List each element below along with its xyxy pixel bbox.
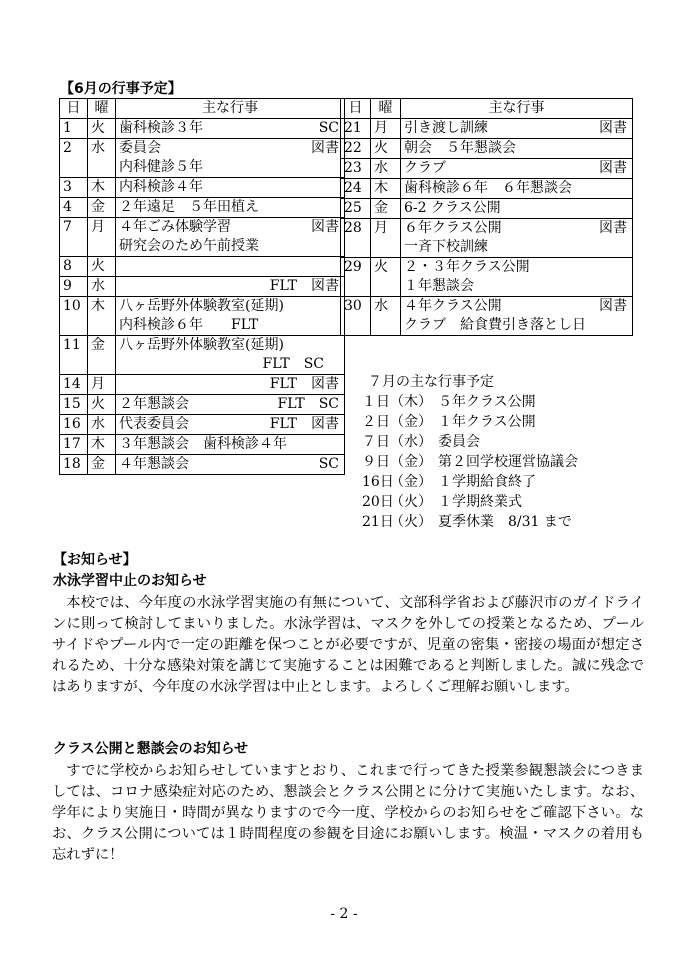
day-cell: 2: [60, 139, 88, 178]
event-tag: FLT SC: [277, 396, 339, 412]
list-item: [362, 492, 578, 512]
class-notice-paragraph: すでに学校からお知らせしていますとおり、これまで行ってきた授業参観懇談会につきましては、コロナ感染症対応のため、懇談会とクラス公開とに分けて実施いたします。なお、学年により実施日・時間が異なりますので今一度、学校からのお知らせをご確認下さい。なお、クラス公開については１時間程度の参観を目途にお願いします。検温・マスクの着用も忘れずに！: [52, 763, 644, 863]
event-text: クラブ: [404, 160, 446, 176]
weekday-cell: 月: [371, 219, 401, 258]
table-row: [60, 198, 345, 218]
day-cell: 25: [341, 199, 371, 219]
table-row: [60, 277, 345, 297]
header-events: 主な行事: [401, 99, 633, 119]
event-cell: [116, 198, 345, 218]
day-cell: 29: [341, 258, 371, 297]
event-text: 委員会: [119, 140, 161, 156]
table-row: [60, 455, 345, 475]
event-tag: 図書: [599, 120, 627, 136]
header-day: 日: [60, 99, 88, 119]
june-schedule-table-left: [59, 98, 345, 475]
july-day: １日: [362, 394, 390, 410]
weekday-cell: 月: [371, 119, 401, 139]
event-cell: [401, 139, 633, 159]
day-cell: 8: [60, 257, 88, 277]
event-tag: 図書: [311, 219, 339, 235]
june-schedule-title: 【6月の行事予定】: [60, 81, 182, 97]
table-row: [60, 218, 345, 238]
event-text: 6-2 クラス公開: [404, 200, 501, 216]
table-row: [341, 159, 633, 179]
july-schedule-list: [362, 392, 578, 532]
weekday-cell: 水: [88, 277, 116, 297]
july-day: ２日: [362, 414, 390, 430]
event-cell: [401, 219, 633, 239]
day-cell: 11: [60, 336, 88, 375]
table-row: [60, 395, 345, 415]
day-cell: 16: [60, 415, 88, 435]
table-row: [60, 178, 345, 198]
july-day: ７日: [362, 434, 390, 450]
list-item: [362, 512, 578, 532]
july-event: 第２回学校運営協議会: [438, 454, 578, 470]
event-tag: 図書: [599, 160, 627, 176]
event-cell: [116, 395, 345, 415]
header-dow: 曜: [371, 99, 401, 119]
event-cell: 一斉下校訓練: [401, 238, 633, 258]
event-cell: [401, 297, 633, 317]
day-cell: 22: [341, 139, 371, 159]
list-item: [362, 452, 578, 472]
table-row: [341, 119, 633, 139]
weekday-cell: 火: [88, 395, 116, 415]
july-event: 委員会: [438, 434, 480, 450]
weekday-cell: 水: [88, 415, 116, 435]
day-cell: 9: [60, 277, 88, 297]
day-cell: 4: [60, 198, 88, 218]
day-cell: 18: [60, 455, 88, 475]
july-weekday: （火）: [390, 514, 432, 530]
july-day: 16日: [362, 474, 394, 490]
table-row: [60, 435, 345, 455]
event-tag: FLT 図書: [269, 376, 339, 392]
swim-notice-paragraph: 本校では、今年度の水泳学習実施の有無について、文部科学省および藤沢市のガイドラインに則って検討してまいりました。水泳学習は、マスクを外しての授業となるため、プールサイドやプール内で一定の距離を保つことが必要ですが、児童の密集・密接の場面が想定されるため、十分な感染対策を講じて実施することは困難であると判断しました。誠に残念ではありますが、今年度の水泳学習は中止とします。よろしくご理解お願いします。: [52, 595, 644, 695]
event-cell: [116, 277, 345, 297]
weekday-cell: 水: [88, 139, 116, 178]
weekday-cell: 木: [88, 178, 116, 198]
july-weekday: （木）: [390, 394, 432, 410]
weekday-cell: 金: [371, 199, 401, 219]
day-cell: 21: [341, 119, 371, 139]
event-text: ３年懇談会 歯科検診４年: [119, 436, 287, 452]
day-cell: 15: [60, 395, 88, 415]
event-tag: FLT 図書: [269, 278, 339, 294]
weekday-cell: 木: [371, 179, 401, 199]
table-header-row: [341, 99, 633, 119]
class-notice-heading: クラス公開と懇談会のお知らせ: [53, 741, 249, 757]
table-row: [60, 415, 345, 435]
day-cell: 7: [60, 218, 88, 257]
day-cell: 1: [60, 119, 88, 139]
event-cell: [116, 375, 345, 395]
event-text: ２年懇談会: [119, 396, 189, 412]
event-tag: 図書: [599, 220, 627, 236]
weekday-cell: 木: [88, 435, 116, 455]
list-item: [362, 412, 578, 432]
july-weekday: （水）: [390, 434, 432, 450]
event-cell: クラブ 給食費引き落とし日: [401, 316, 633, 336]
event-cell: [116, 435, 345, 455]
table-row: [341, 297, 633, 317]
weekday-cell: 火: [371, 258, 401, 297]
table-row: [341, 179, 633, 199]
table-row: [60, 297, 345, 317]
header-day: 日: [341, 99, 371, 119]
july-day: 21日: [362, 514, 394, 530]
july-weekday: （金）: [390, 454, 432, 470]
day-cell: 3: [60, 178, 88, 198]
weekday-cell: 金: [88, 336, 116, 375]
weekday-cell: 金: [88, 198, 116, 218]
event-tag: [627, 179, 629, 198]
july-day: 20日: [362, 494, 394, 510]
event-text: 朝会 ５年懇談会: [404, 140, 516, 156]
event-text: ４年クラス公開: [404, 298, 502, 314]
event-text: ４年懇談会: [119, 456, 189, 472]
day-cell: 17: [60, 435, 88, 455]
event-cell: [116, 455, 345, 475]
table-row: [60, 336, 345, 356]
event-tag: [339, 435, 341, 454]
event-tag: 図書: [311, 140, 339, 156]
july-schedule-title: ７月の主な行事予定: [368, 374, 494, 390]
july-event: １学期終業式: [438, 494, 522, 510]
event-text: 引き渡し訓練: [404, 120, 488, 136]
swim-notice-heading: 水泳学習中止のお知らせ: [53, 573, 207, 589]
event-cell: １年懇談会: [401, 277, 633, 297]
event-tag: [339, 336, 341, 355]
list-item: [362, 392, 578, 412]
table-row: [60, 139, 345, 159]
event-tag: 図書: [599, 298, 627, 314]
event-cell: [401, 119, 633, 139]
table-row: [341, 139, 633, 159]
table-row: [341, 199, 633, 219]
swim-notice-body: [52, 593, 644, 698]
table-row: [60, 375, 345, 395]
june-schedule-table-right: [340, 98, 633, 336]
event-tag: SC: [318, 456, 339, 472]
july-day: ９日: [362, 454, 390, 470]
event-cell: FLT SC: [116, 355, 345, 375]
event-cell: [401, 258, 633, 278]
event-text: ２年遠足 ５年田植え: [119, 199, 259, 215]
event-text: 内科検診４年: [119, 179, 203, 195]
event-cell: 内科検診６年 FLT: [116, 316, 345, 336]
day-cell: 28: [341, 219, 371, 258]
header-dow: 曜: [88, 99, 116, 119]
weekday-cell: 月: [88, 375, 116, 395]
day-cell: 24: [341, 179, 371, 199]
page-number: - 2 -: [330, 906, 358, 922]
day-cell: 10: [60, 297, 88, 336]
event-cell: [116, 257, 345, 277]
day-cell: 30: [341, 297, 371, 336]
table-row: [60, 257, 345, 277]
event-cell: [401, 199, 633, 219]
event-tag: FLT 図書: [269, 416, 339, 432]
table-row: [60, 119, 345, 139]
event-cell: [401, 179, 633, 199]
weekday-cell: 金: [88, 455, 116, 475]
weekday-cell: 火: [88, 119, 116, 139]
weekday-cell: 火: [88, 257, 116, 277]
weekday-cell: 月: [88, 218, 116, 257]
event-cell: 内科健診５年: [116, 158, 345, 178]
event-cell: [116, 415, 345, 435]
event-tag: SC: [318, 120, 339, 136]
july-weekday: （金）: [390, 474, 432, 490]
weekday-cell: 水: [371, 159, 401, 179]
event-cell: [116, 139, 345, 159]
event-cell: [116, 297, 345, 317]
table-header-row: [60, 99, 345, 119]
list-item: [362, 472, 578, 492]
event-text: ２・３年クラス公開: [404, 259, 530, 275]
july-event: 夏季休業 8/31 まで: [438, 514, 572, 530]
list-item: [362, 432, 578, 452]
event-tag: [627, 258, 629, 277]
event-text: ４年ごみ体験学習: [119, 219, 231, 235]
july-event: １学期給食終了: [438, 474, 536, 490]
event-text: 歯科検診３年: [119, 120, 203, 136]
july-weekday: （金）: [390, 414, 432, 430]
event-tag: [627, 139, 629, 158]
class-notice-body: [52, 761, 644, 866]
event-tag: [627, 199, 629, 218]
event-text: 代表委員会: [119, 416, 189, 432]
event-cell: [116, 119, 345, 139]
july-weekday: （火）: [390, 494, 432, 510]
event-cell: 研究会のため午前授業: [116, 237, 345, 257]
event-cell: [401, 159, 633, 179]
day-cell: 14: [60, 375, 88, 395]
july-event: １年クラス公開: [438, 414, 536, 430]
table-row: [341, 258, 633, 278]
event-text: ６年クラス公開: [404, 220, 502, 236]
event-text: 八ヶ岳野外体験教室(延期): [119, 298, 284, 314]
day-cell: 23: [341, 159, 371, 179]
event-cell: [116, 178, 345, 198]
weekday-cell: 木: [88, 297, 116, 336]
header-events: 主な行事: [116, 99, 345, 119]
weekday-cell: 水: [371, 297, 401, 336]
event-text: 八ヶ岳野外体験教室(延期): [119, 337, 284, 353]
table-row: [341, 219, 633, 239]
weekday-cell: 火: [371, 139, 401, 159]
event-cell: [116, 336, 345, 356]
july-event: ５年クラス公開: [438, 394, 536, 410]
july-schedule: [362, 372, 578, 532]
event-cell: [116, 218, 345, 238]
notices-title: 【お知らせ】: [53, 552, 137, 568]
event-text: 歯科検診６年 ６年懇談会: [404, 180, 572, 196]
